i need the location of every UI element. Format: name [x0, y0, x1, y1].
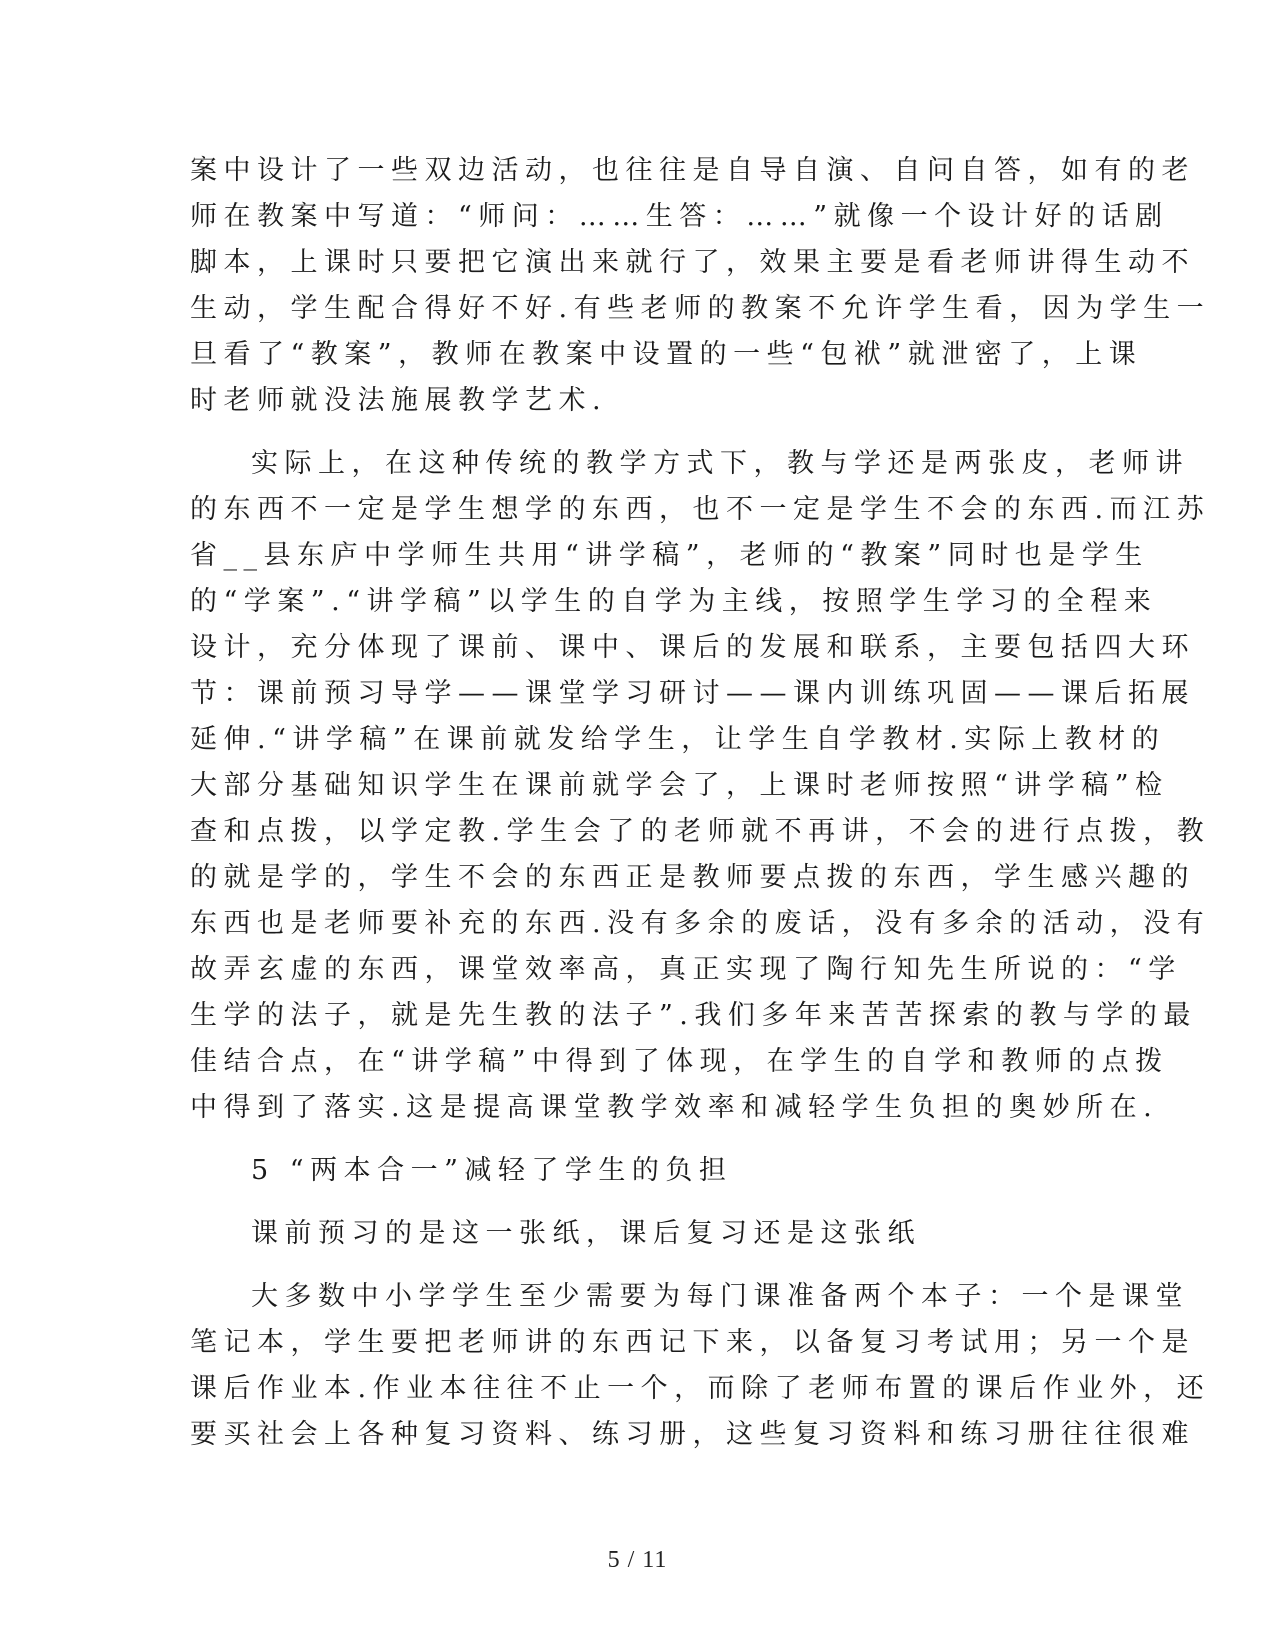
page-number: 5 / 11	[607, 1547, 668, 1573]
text-line: 佳结合点，在“讲学稿”中得到了体现，在学生的自学和教师的点拨	[190, 1046, 1169, 1077]
section-heading	[190, 1148, 1085, 1194]
text-line: 师在教案中写道：“师问：……生答：……”就像一个设计好的话剧	[190, 201, 1169, 232]
text-line: 大多数中小学学生至少需要为每门课准备两个本子：一个是课堂	[251, 1281, 1189, 1312]
paragraph-1	[190, 148, 1211, 424]
text-line: 生动，学生配合得好不好.有些老师的教案不允许学生看，因为学生一	[190, 293, 1211, 324]
text-line: 省__县东庐中学师生共用“讲学稿”，老师的“教案”同时也是学生	[190, 540, 1149, 571]
text-line: 课后作业本.作业本往往不止一个，而除了老师布置的课后作业外，还	[190, 1373, 1211, 1404]
text-line: 设计，充分体现了课前、课中、课后的发展和联系，主要包括四大环	[190, 632, 1195, 663]
paragraph-5	[190, 1274, 1211, 1458]
document-body	[190, 148, 1211, 1458]
paragraph-2	[190, 441, 1211, 1131]
text-line: 课前预习的是这一张纸，课后复习还是这张纸	[251, 1218, 921, 1249]
text-line: 旦看了“教案”，教师在教案中设置的一些“包袱”就泄密了，上课	[190, 339, 1143, 370]
text-line: 笔记本，学生要把老师讲的东西记下来，以备复习考试用；另一个是	[190, 1327, 1195, 1358]
text-line: 要买社会上各种复习资料、练习册，这些复习资料和练习册往往很难	[190, 1419, 1195, 1450]
text-line: 东西也是老师要补充的东西.没有多余的废话，没有多余的活动，没有	[190, 908, 1211, 939]
text-line: 中得到了落实.这是提高课堂教学效率和减轻学生负担的奥妙所在.	[190, 1092, 1159, 1123]
text-line: 脚本，上课时只要把它演出来就行了，效果主要是看老师讲得生动不	[190, 247, 1195, 278]
text-line: 时老师就没法施展教学艺术.	[190, 385, 608, 416]
text-line: 生学的法子，就是先生教的法子”.我们多年来苦苦探索的教与学的最	[190, 1000, 1197, 1031]
text-line: 大部分基础知识学生在课前就学会了，上课时老师按照“讲学稿”检	[190, 770, 1169, 801]
text-line: 实际上，在这种传统的教学方式下，教与学还是两张皮，老师讲	[251, 448, 1189, 479]
text-line: 的就是学的，学生不会的东西正是教师要点拨的东西，学生感兴趣的	[190, 862, 1195, 893]
text-line: 的“学案”.“讲学稿”以学生的自学为主线，按照学生学习的全程来	[190, 586, 1158, 617]
text-line: 查和点拨，以学定教.学生会了的老师就不再讲，不会的进行点拨，教	[190, 816, 1211, 847]
text-line: 延伸.“讲学稿”在课前就发给学生，让学生自学教材.实际上教材的	[190, 724, 1166, 755]
text-line: 节：课前预习导学——课堂学习研讨——课内训练巩固——课后拓展	[190, 678, 1195, 709]
text-line: 的东西不一定是学生想学的东西，也不一定是学生不会的东西.而江苏	[190, 494, 1211, 525]
subheading	[190, 1211, 1085, 1257]
text-line: 5 “两本合一”减轻了学生的负担	[251, 1155, 733, 1186]
text-line: 故弄玄虚的东西，课堂效率高，真正实现了陶行知先生所说的：“学	[190, 954, 1182, 985]
text-line: 案中设计了一些双边活动，也往往是自导自演、自问自答，如有的老	[190, 155, 1195, 186]
